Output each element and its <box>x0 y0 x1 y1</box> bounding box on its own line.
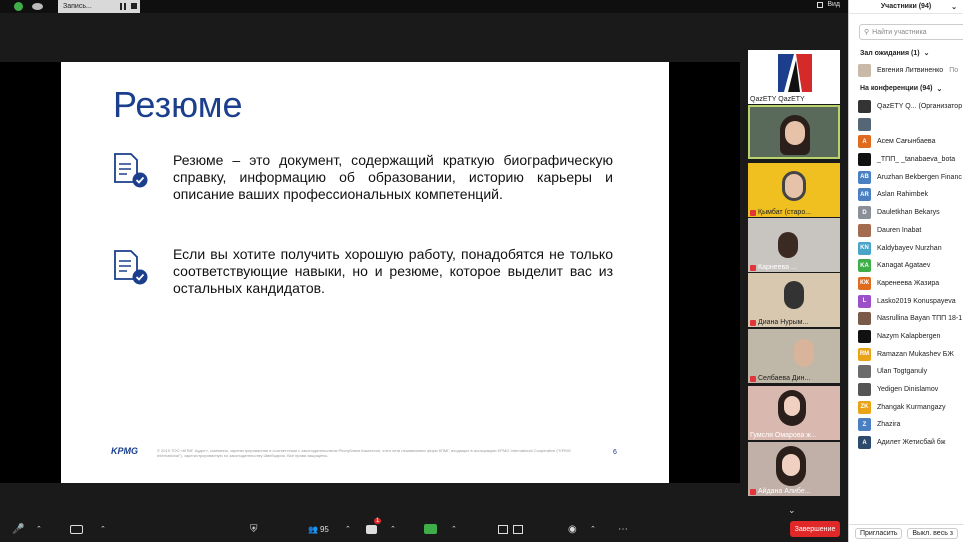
share-screen-icon <box>424 524 437 534</box>
slide-footer-text: © 2019 ТОО «КПМГ Аудит», компания, зарегистрированная в соответствии с законодательством Республики Казахстан, член сети независимых фирм КПМГ, входящих в ассоциацию KPMG International Cooperative ("KPMG International"), зарегистрированную по законодательству Швейцарии. Все права защищены. <box>157 448 571 458</box>
mic-off-icon <box>750 265 756 271</box>
more-button[interactable] <box>618 520 628 538</box>
avatar: Z <box>858 418 871 431</box>
avatar <box>858 64 871 77</box>
avatar: ZK <box>858 401 871 414</box>
chevron-up-icon: ⌃ <box>36 526 42 533</box>
participant-row[interactable] <box>849 204 963 222</box>
slide-paragraph-1: Резюме – это документ, содержащий краткую биографическую справку, информацию об образовании, историю карьеры и описание ваших профессиональных компетенций. <box>173 152 613 202</box>
admit-label[interactable]: По <box>949 67 959 75</box>
waiting-room-title: Зал ожидания (1) <box>860 49 920 57</box>
recording-indicator <box>58 0 140 13</box>
chevron-up-icon: ⌃ <box>390 526 396 533</box>
pause-icon <box>498 525 508 534</box>
stop-video-button[interactable] <box>70 520 83 538</box>
record-icon: ◉ <box>568 523 577 535</box>
mute-all-button[interactable]: Выкл. весь з <box>907 528 958 539</box>
participant-face <box>785 121 805 145</box>
participant-name: Dauletkhan Bekarys <box>877 209 940 217</box>
video-tile[interactable] <box>748 329 840 383</box>
more-icon: ⋯ <box>618 523 628 535</box>
slide-page-number: 6 <box>613 449 617 456</box>
video-tile[interactable] <box>748 386 840 440</box>
avatar: КЖ <box>858 277 871 290</box>
participant-name: QazETY Q... (Организатор <box>877 103 963 111</box>
participant-name: Kanagat Agataev <box>877 262 931 270</box>
shared-screen <box>0 62 740 483</box>
scroll-down-icon[interactable]: ⌄ <box>788 505 796 515</box>
participant-row[interactable] <box>849 98 963 116</box>
participant-video <box>778 232 798 258</box>
search-icon: ⚲ <box>864 29 870 36</box>
participant-name: Zhangak Kurmangazy <box>877 403 946 411</box>
waiting-row[interactable] <box>849 62 963 80</box>
tile-name: Селбаева Дин... <box>750 375 810 382</box>
participant-name: Aruzhan Bekbergen Financ <box>877 173 962 181</box>
participants-button[interactable] <box>308 520 329 538</box>
participant-video <box>782 171 806 201</box>
video-strip <box>740 50 848 520</box>
participants-options-chevron[interactable] <box>345 520 351 538</box>
search-input[interactable]: Найти участника <box>872 28 927 36</box>
participant-row[interactable] <box>849 328 963 346</box>
video-tile[interactable] <box>748 442 840 496</box>
participant-name: Yedigen Dinislamov <box>877 386 939 394</box>
participant-row[interactable] <box>849 363 963 381</box>
tile-name: Диана Нурым... <box>750 319 808 326</box>
participant-name: Lasko2019 Konuspayeva <box>877 297 956 305</box>
avatar: RM <box>858 348 871 361</box>
participant-name: Каренеева Жазира <box>877 279 940 287</box>
conference-section[interactable] <box>849 80 963 98</box>
invite-button[interactable]: Пригласить <box>855 528 902 539</box>
participant-face <box>782 454 800 476</box>
slide-title: Резюме <box>113 84 243 125</box>
participant-row[interactable] <box>849 434 963 452</box>
slide-paragraph-2: Если вы хотите получить хорошую работу, понадобятся не только соответствующие навыки, но и резюме, которое выделит вас из остальных кандидатов. <box>173 246 613 296</box>
video-options-chevron[interactable] <box>100 520 106 538</box>
participant-row[interactable] <box>849 239 963 257</box>
meeting-toolbar <box>0 516 848 542</box>
participant-name: Ulan Togtganuly <box>877 368 928 376</box>
participant-name: _ТПП_ _tanabaeva_bota <box>877 156 956 164</box>
security-button[interactable] <box>250 520 258 538</box>
avatar <box>858 383 871 396</box>
avatar <box>858 224 871 237</box>
participants-panel <box>848 0 963 542</box>
video-tile[interactable] <box>748 50 840 104</box>
participant-row[interactable] <box>849 275 963 293</box>
participant-row[interactable] <box>849 115 963 133</box>
participant-row[interactable] <box>849 381 963 399</box>
grid-icon <box>817 2 823 8</box>
mic-off-icon <box>750 210 756 216</box>
waiting-room-section[interactable] <box>849 44 963 62</box>
share-options-chevron[interactable] <box>451 520 457 538</box>
participant-name: Zhazira <box>877 421 901 429</box>
participant-name: Ramazan Mukashev БЖ <box>877 350 954 358</box>
tile-name: Айдана Алибе... <box>750 488 811 495</box>
avatar <box>858 312 871 325</box>
avatar: AR <box>858 188 871 201</box>
participant-search[interactable] <box>859 24 963 40</box>
document-check-icon <box>111 152 149 190</box>
participant-row[interactable] <box>849 133 963 151</box>
record-button[interactable] <box>568 520 577 538</box>
avatar: KN <box>858 242 871 255</box>
security-icon[interactable] <box>14 2 23 11</box>
participant-row[interactable] <box>849 257 963 275</box>
chevron-up-icon: ⌃ <box>345 526 351 533</box>
stop-recording-icon[interactable] <box>131 3 137 9</box>
participant-row[interactable] <box>849 222 963 240</box>
chevron-down-icon: ⌄ <box>923 50 930 57</box>
panel-footer <box>849 524 963 542</box>
participant-row[interactable] <box>849 416 963 434</box>
document-check-icon <box>111 249 149 287</box>
participant-row[interactable] <box>849 151 963 169</box>
audio-options-chevron[interactable] <box>36 520 42 538</box>
tile-name: Карнеева ... <box>750 264 797 271</box>
tile-name: Қымбат (старо... <box>750 209 811 216</box>
participants-icon: 👥 <box>308 524 318 534</box>
participant-name: Aslan Rahimbek <box>877 191 928 199</box>
pause-recording-icon[interactable] <box>120 3 126 10</box>
end-meeting-button[interactable]: Завершение <box>790 521 840 537</box>
panel-header <box>849 0 963 14</box>
stop-icon <box>513 525 523 534</box>
share-screen-button[interactable] <box>424 520 437 538</box>
avatar: А <box>858 135 871 148</box>
avatar <box>858 118 871 131</box>
participant-row[interactable] <box>849 345 963 363</box>
chevron-up-icon: ⌃ <box>100 526 106 533</box>
participant-face <box>784 396 800 416</box>
participant-video <box>784 281 804 309</box>
stop-share-button[interactable] <box>513 520 523 538</box>
video-tile[interactable] <box>748 273 840 327</box>
avatar: AB <box>858 171 871 184</box>
participant-name: Евгения Литвиненко <box>877 67 944 75</box>
tile-name: Гумсля Омарова ж... <box>750 432 817 439</box>
participant-list <box>849 98 963 452</box>
participant-row[interactable] <box>849 310 963 328</box>
pause-share-button[interactable] <box>498 520 508 538</box>
participant-row[interactable] <box>849 168 963 186</box>
view-menu[interactable] <box>817 1 840 8</box>
participant-name: Nasrullina Bayan ТПП 18-1 <box>877 315 963 323</box>
panel-title: Участники (94) <box>880 3 932 10</box>
avatar: L <box>858 295 871 308</box>
avatar <box>858 365 871 378</box>
participant-row[interactable] <box>849 398 963 416</box>
mic-off-icon <box>750 320 756 326</box>
conference-title: На конференции (94) <box>860 85 933 93</box>
chat-icon <box>366 525 377 534</box>
presentation-slide <box>61 62 669 483</box>
video-tile[interactable] <box>748 163 840 217</box>
participant-name: Nazym Kalapbergen <box>877 332 941 340</box>
participant-name: Асем Сағынбаева <box>877 138 936 146</box>
video-tile[interactable] <box>748 218 840 272</box>
avatar <box>858 330 871 343</box>
participant-name: Dauren Inabat <box>877 226 922 234</box>
avatar: А <box>858 436 871 449</box>
chevron-up-icon: ⌃ <box>590 526 596 533</box>
mic-off-icon <box>750 489 756 495</box>
shield-icon: ⛨ <box>250 523 258 535</box>
participant-video <box>794 339 814 367</box>
participants-count: 95 <box>319 524 329 534</box>
avatar <box>858 153 871 166</box>
chat-options-chevron[interactable] <box>390 520 396 538</box>
participant-name: Kaldybayev Nurzhan <box>877 244 942 252</box>
chevron-down-icon[interactable]: ⌄ <box>951 3 957 11</box>
cloud-icon[interactable] <box>32 3 43 10</box>
chat-badge: 1 <box>376 518 380 524</box>
kpmg-logo: KPMG <box>111 446 138 456</box>
avatar <box>858 100 871 113</box>
chevron-up-icon: ⌃ <box>451 526 457 533</box>
video-off-icon <box>70 525 83 534</box>
participant-row[interactable] <box>849 186 963 204</box>
active-speaker-tile[interactable] <box>748 105 840 159</box>
microphone-icon: 🎤 <box>12 523 25 535</box>
mic-off-icon <box>750 376 756 382</box>
top-bar <box>0 0 848 13</box>
mute-button[interactable] <box>12 520 24 538</box>
avatar: KA <box>858 259 871 272</box>
recording-label: Запись... <box>63 3 92 10</box>
avatar: D <box>858 206 871 219</box>
chat-button[interactable] <box>366 518 380 538</box>
participant-row[interactable] <box>849 292 963 310</box>
chevron-down-icon: ⌄ <box>936 85 943 93</box>
record-options-chevron[interactable] <box>590 520 596 538</box>
participant-name: Адилет Жетисбай бж <box>877 439 946 447</box>
tile-name: QazETY QazETY <box>750 96 805 103</box>
view-label: Вид <box>827 1 840 8</box>
